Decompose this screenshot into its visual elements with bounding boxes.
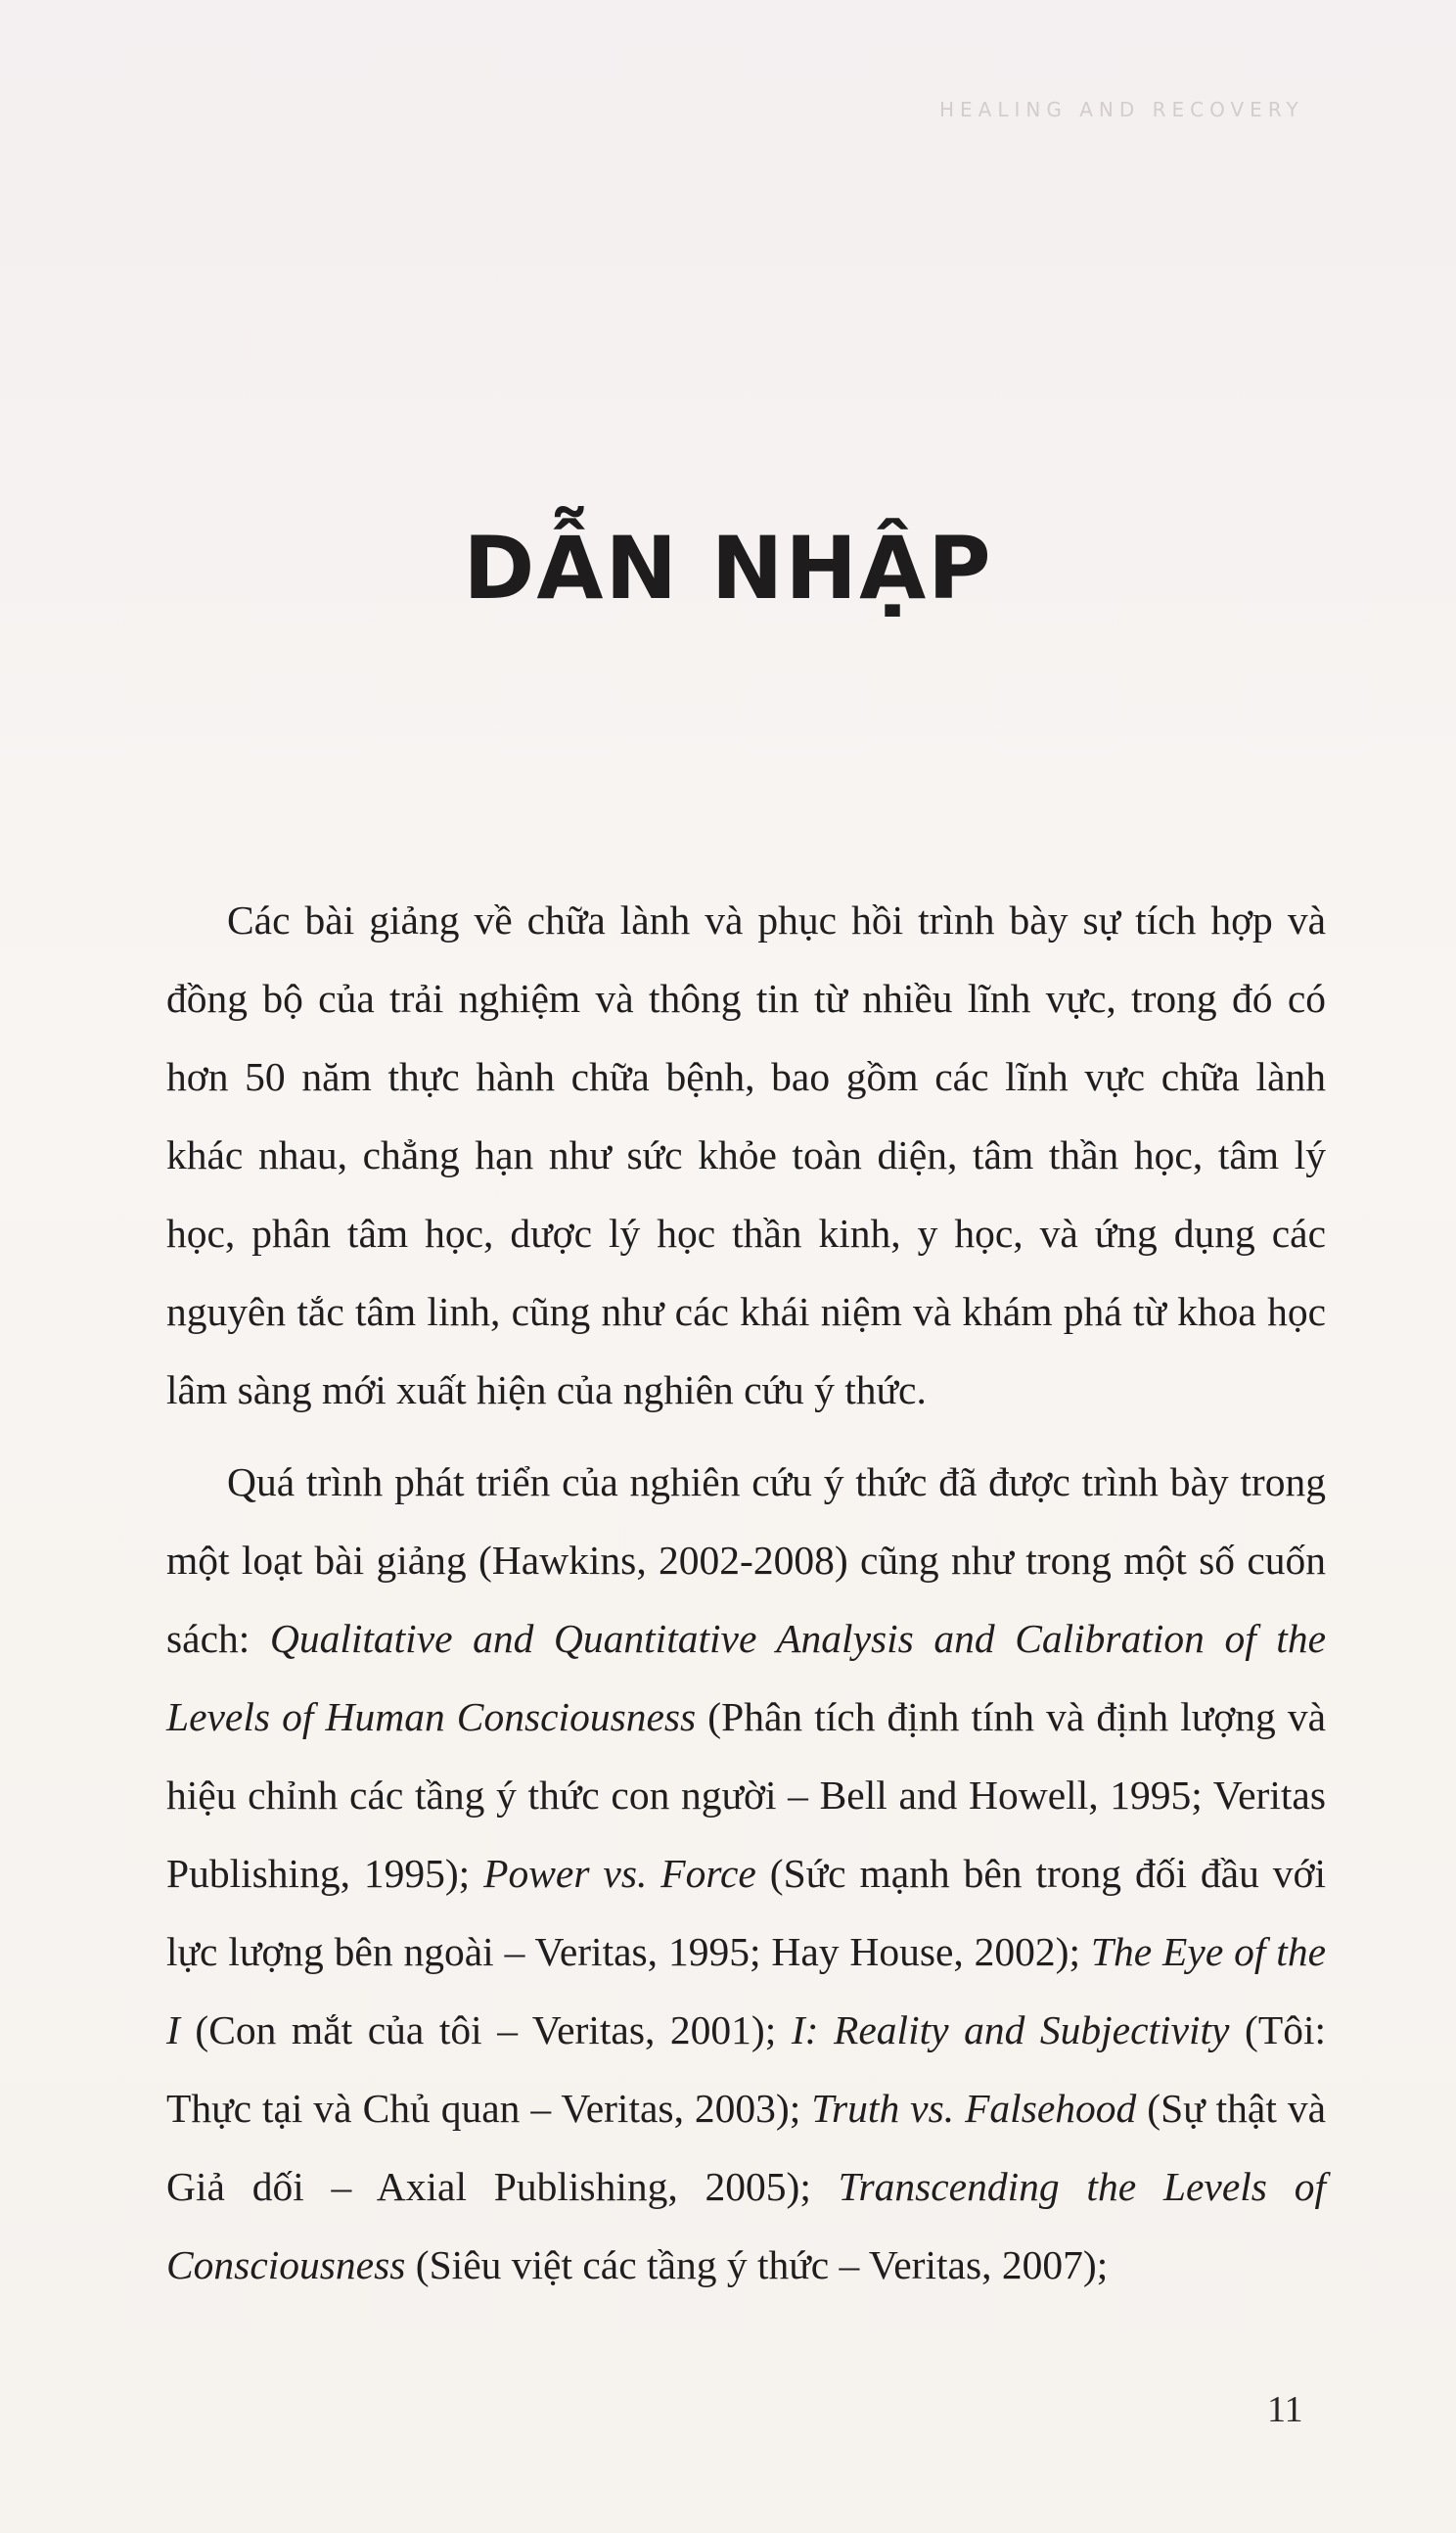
book-title-eye-of-the-i: The Eye of the I	[166, 1929, 1326, 2052]
chapter-title: DẪN NHẬP	[463, 517, 993, 619]
p2-text-7: (Siêu việt các tầng ý thức – Veritas, 2007);	[405, 2242, 1109, 2287]
p2-text-3: (Sức mạnh bên trong đối đầu với lực lượng bên ngoài – Veritas, 1995; Hay House, 2002);	[166, 1851, 1326, 1974]
book-title-transcending: Transcending the Levels of Consciousness	[166, 2164, 1326, 2287]
book-title-qualitative: Qualitative and Quantitative Analysis and Calibration of the Levels of Human Consciousness	[166, 1616, 1326, 1739]
p2-text-1: Quá trình phát triển của nghiên cứu ý thức đã được trình bày trong một loạt bài giảng (Hawkins, 2002-2008) cũng như trong một số cuốn sách:	[166, 1459, 1326, 1661]
book-title-reality-subjectivity: I: Reality and Subjectivity	[791, 2007, 1230, 2052]
running-head-bleedthrough: HEALING AND RECOVERY	[939, 98, 1304, 121]
paragraph-1: Các bài giảng về chữa lành và phục hồi trình bày sự tích hợp và đồng bộ của trải nghiệm và thông tin từ nhiều lĩnh vực, trong đó có hơn 50 năm thực hành chữa bệnh, bao gồm các lĩnh vực chữa lành khác nhau, chẳng hạn như sức khỏe toàn diện, tâm thần học, tâm lý học, phân tâm học, dược lý học thần kinh, y học, và ứng dụng các nguyên tắc tâm linh, cũng như các khái niệm và khám phá từ khoa học lâm sàng mới xuất hiện của nghiên cứu ý thức.	[166, 898, 1326, 1412]
p2-text-6: (Sự thật và Giả dối – Axial Publishing, 2005);	[166, 2086, 1326, 2209]
page-number: 11	[1267, 2389, 1303, 2430]
body-text	[166, 881, 1326, 2304]
book-title-power-vs-force: Power vs. Force	[483, 1851, 756, 1896]
p2-text-4: (Con mắt của tôi – Veritas, 2001);	[179, 2007, 792, 2052]
paragraph-2	[166, 1443, 1326, 2304]
book-title-truth-vs-falsehood: Truth vs. Falsehood	[811, 2086, 1137, 2131]
p2-text-2: (Phân tích định tính và định lượng và hiệu chỉnh các tầng ý thức con người – Bell and Howell, 1995; Veritas Publishing, 1995);	[166, 1694, 1326, 1896]
p2-text-5: (Tôi: Thực tại và Chủ quan – Veritas, 2003);	[166, 2007, 1327, 2131]
